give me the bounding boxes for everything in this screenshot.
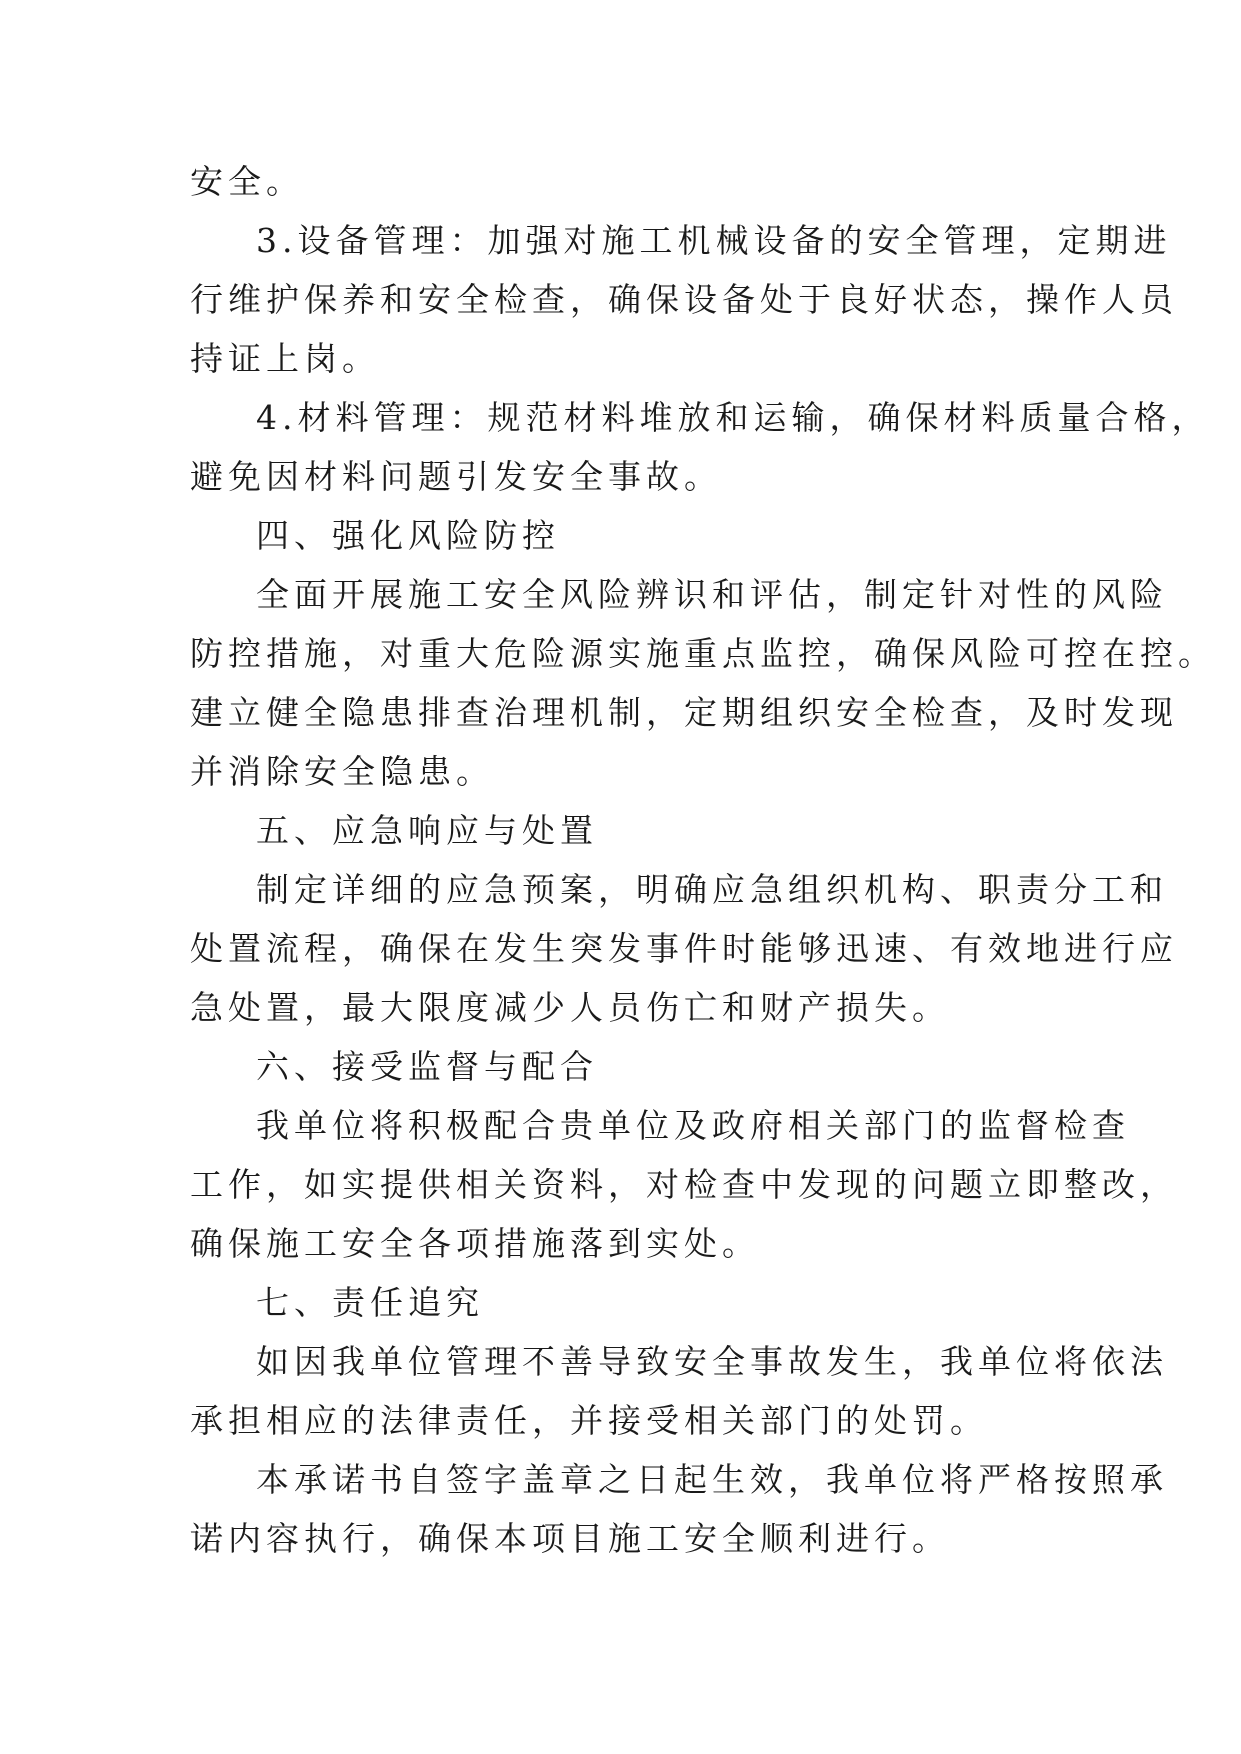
paragraph-line: 建立健全隐患排查治理机制，定期组织安全检查，及时发现 <box>190 693 1178 732</box>
paragraph-line: 全面开展施工安全风险辨识和评估，制定针对性的风险 <box>256 575 1168 614</box>
paragraph-line: 本承诺书自签字盖章之日起生效，我单位将严格按照承 <box>256 1460 1168 1499</box>
paragraph-line: 制定详细的应急预案，明确应急组织机构、职责分工和 <box>256 870 1168 909</box>
paragraph-line: 安全。 <box>190 162 304 201</box>
paragraph-line: 行维护保养和安全检查，确保设备处于良好状态，操作人员 <box>190 280 1178 319</box>
paragraph-line: 急处置，最大限度减少人员伤亡和财产损失。 <box>190 988 950 1027</box>
paragraph-line: 诺内容执行，确保本项目施工安全顺利进行。 <box>190 1519 950 1558</box>
paragraph-line: 工作，如实提供相关资料，对检查中发现的问题立即整改， <box>190 1165 1178 1204</box>
paragraph-line: 持证上岗。 <box>190 339 380 378</box>
paragraph-line: 避免因材料问题引发安全事故。 <box>190 457 722 496</box>
paragraph-line: 处置流程，确保在发生突发事件时能够迅速、有效地进行应 <box>190 929 1178 968</box>
paragraph-line: 并消除安全隐患。 <box>190 752 494 791</box>
paragraph-line: 确保施工安全各项措施落到实处。 <box>190 1224 760 1263</box>
paragraph-line: 防控措施，对重大危险源实施重点监控，确保风险可控在控。 <box>190 634 1216 673</box>
paragraph-line: 如因我单位管理不善导致安全事故发生，我单位将依法 <box>256 1342 1168 1381</box>
section-heading: 七、责任追究 <box>256 1283 484 1322</box>
paragraph-line: 3.设备管理：加强对施工机械设备的安全管理，定期进 <box>256 221 1172 260</box>
section-heading: 五、应急响应与处置 <box>256 811 598 850</box>
section-heading: 六、接受监督与配合 <box>256 1047 598 1086</box>
document-page <box>190 152 1216 1568</box>
paragraph-line: 我单位将积极配合贵单位及政府相关部门的监督检查 <box>256 1106 1130 1145</box>
paragraph-line: 承担相应的法律责任，并接受相关部门的处罚。 <box>190 1401 988 1440</box>
section-heading: 四、强化风险防控 <box>256 516 560 555</box>
paragraph-line: 4.材料管理：规范材料堆放和运输，确保材料质量合格， <box>256 398 1210 437</box>
